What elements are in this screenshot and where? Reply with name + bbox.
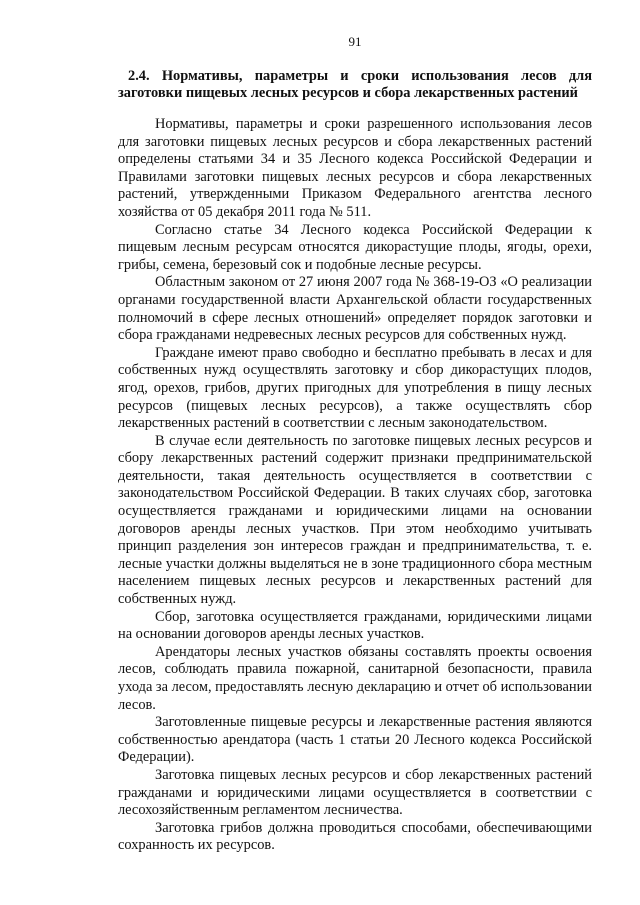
paragraph-9: Заготовка пищевых лесных ресурсов и сбор лекарственных растений гражданами и юридическими лицами осуществляется в соответствии с лесохозяйственным регламентом лесничества. <box>118 766 592 819</box>
section-heading: 2.4. Нормативы, параметры и сроки использования лесов для заготовки пищевых лесных ресурсов и сбора лекарственных растений <box>118 68 592 101</box>
paragraph-1: Нормативы, параметры и сроки разрешенного использования лесов для заготовки пищевых лесных ресурсов и сбора лекарственных растений определены статьями 34 и 35 Лесного кодекса Российской Федерации и Правилами заготовки пищевых лесных ресурсов и сбора лекарственных растений, утвержденными Приказом Федерального агентства лесного хозяйства от 05 декабря 2011 года № 511. <box>118 116 592 220</box>
paragraph-5: В случае если деятельность по заготовке пищевых лесных ресурсов и сбору лекарственных растений содержит признаки предпринимательской деятельности, такая деятельность осуществляется в соответствии с законодательством Российской Федерации. В таких случаях сбор, заготовка осуществляется гражданами и юридическими лицами на основании договоров аренды лесных участков. При этом необходимо учитывать принцип разделения зон интересов граждан и предпринимательства, т. е. лесные участки должны выделяться не в зоне традиционного сбора местным населением пищевых лесных ресурсов и лекарственных растений для собственных нужд. <box>118 432 592 608</box>
paragraph-8: Заготовленные пищевые ресурсы и лекарственные растения являются собственностью арендатора (часть 1 статьи 20 Лесного кодекса Российской Федерации). <box>118 714 592 766</box>
paragraph-3: Областным законом от 27 июня 2007 года № 368-19-ОЗ «О реализации органами государственной власти Архангельской области государственных полномочий в сфере лесных отношений» определяет порядок заготовки и сбора гражданами недревесных лесных ресурсов для собственных нужд. <box>118 274 592 344</box>
paragraph-7: Арендаторы лесных участков обязаны составлять проекты освоения лесов, соблюдать правила пожарной, санитарной безопасности, правила ухода за лесом, предоставлять лесную декларацию и отчет об использовании лесов. <box>118 643 593 713</box>
paragraph-4: Граждане имеют право свободно и бесплатно пребывать в лесах и для собственных нужд осуществлять заготовку и сбор дикорастущих плодов, ягод, орехов, грибов, других пригодных для употребления в пищу лесных ресурсов (пищевых лесных ресурсов), а также осуществлять сбор лекарственных растений в соответствии с лесным законодательством. <box>118 344 592 432</box>
page-number: 91 <box>348 34 362 49</box>
paragraph-6: Сбор, заготовка осуществляется гражданами, юридическими лицами на основании договоров аренды лесных участков. <box>118 608 592 643</box>
paragraph-2: Согласно статье 34 Лесного кодекса Российской Федерации к пищевым лесным ресурсам относятся дикорастущие плоды, ягоды, орехи, грибы, семена, березовый сок и подобные лесные ресурсы. <box>118 221 592 273</box>
paragraph-10: Заготовка грибов должна проводиться способами, обеспечивающими сохранность их ресурсов. <box>118 819 592 854</box>
